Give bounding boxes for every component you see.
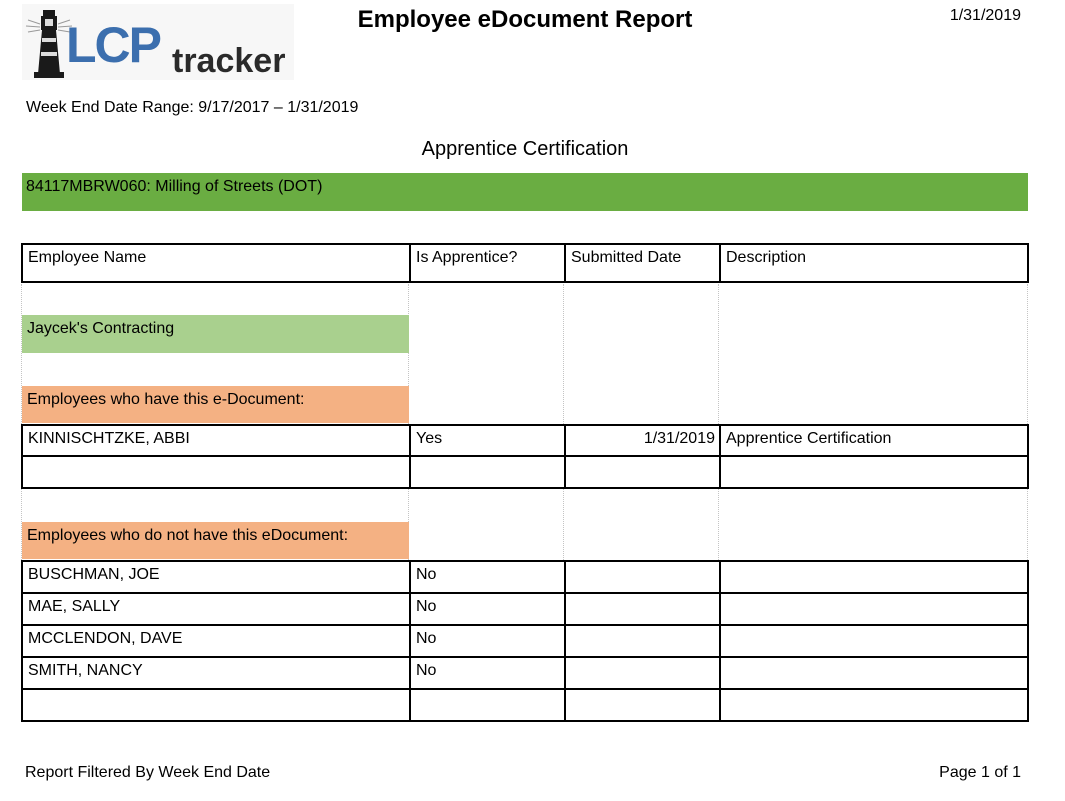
- report-title: Employee eDocument Report: [357, 6, 693, 33]
- description: Apprentice Certification: [719, 426, 1027, 455]
- description: [719, 562, 1027, 592]
- submitted-date: [564, 562, 719, 592]
- table-row: [21, 593, 1029, 626]
- employee-name: KINNISCHTZKE, ABBI: [28, 430, 190, 447]
- submitted-date: [564, 626, 719, 656]
- header-description: Description: [719, 245, 1027, 281]
- submitted-date: 1/31/2019: [564, 426, 719, 455]
- table-row: [21, 560, 1029, 594]
- employee-name: MCCLENDON, DAVE: [28, 630, 183, 647]
- header-employee-name: Employee Name: [28, 249, 147, 266]
- description: [719, 626, 1027, 656]
- employee-name: BUSCHMAN, JOE: [28, 566, 160, 583]
- report-date: 1/31/2019: [949, 7, 1021, 24]
- footer-page-number: Page 1 of 1: [939, 764, 1021, 781]
- description: [719, 594, 1027, 624]
- section-title: Apprentice Certification: [421, 138, 629, 160]
- table-row-empty: [21, 689, 1029, 722]
- project-label: 84117MBRW060: Milling of Streets (DOT): [26, 178, 323, 195]
- is-apprentice: No: [409, 562, 564, 592]
- is-apprentice: No: [409, 658, 564, 688]
- lcptracker-logo: [22, 4, 294, 80]
- logo-tracker-text: tracker: [172, 42, 286, 80]
- submitted-date: [564, 594, 719, 624]
- is-apprentice: No: [409, 594, 564, 624]
- has-document-band: Employees who have this e-Document:: [22, 386, 409, 423]
- table-row: [21, 657, 1029, 690]
- logo-lcp-text: LCP: [66, 17, 160, 73]
- submitted-date: [564, 658, 719, 688]
- contractor-band: Jaycek's Contracting: [22, 315, 409, 353]
- employee-name: MAE, SALLY: [28, 598, 121, 615]
- header-is-apprentice: Is Apprentice?: [409, 245, 564, 281]
- date-range: Week End Date Range: 9/17/2017 – 1/31/2019: [26, 99, 359, 116]
- employee-name: SMITH, NANCY: [28, 662, 143, 679]
- table-row: [21, 424, 1029, 457]
- project-bar: [22, 173, 1028, 211]
- is-apprentice: Yes: [409, 426, 564, 455]
- table-row: [21, 625, 1029, 658]
- table-row-empty: [21, 456, 1029, 489]
- header-submitted-date: Submitted Date: [564, 245, 719, 281]
- missing-document-band: Employees who do not have this eDocument:: [22, 522, 409, 559]
- description: [719, 658, 1027, 688]
- table-header: [21, 243, 1029, 283]
- footer-filter-note: Report Filtered By Week End Date: [25, 764, 271, 781]
- is-apprentice: No: [409, 626, 564, 656]
